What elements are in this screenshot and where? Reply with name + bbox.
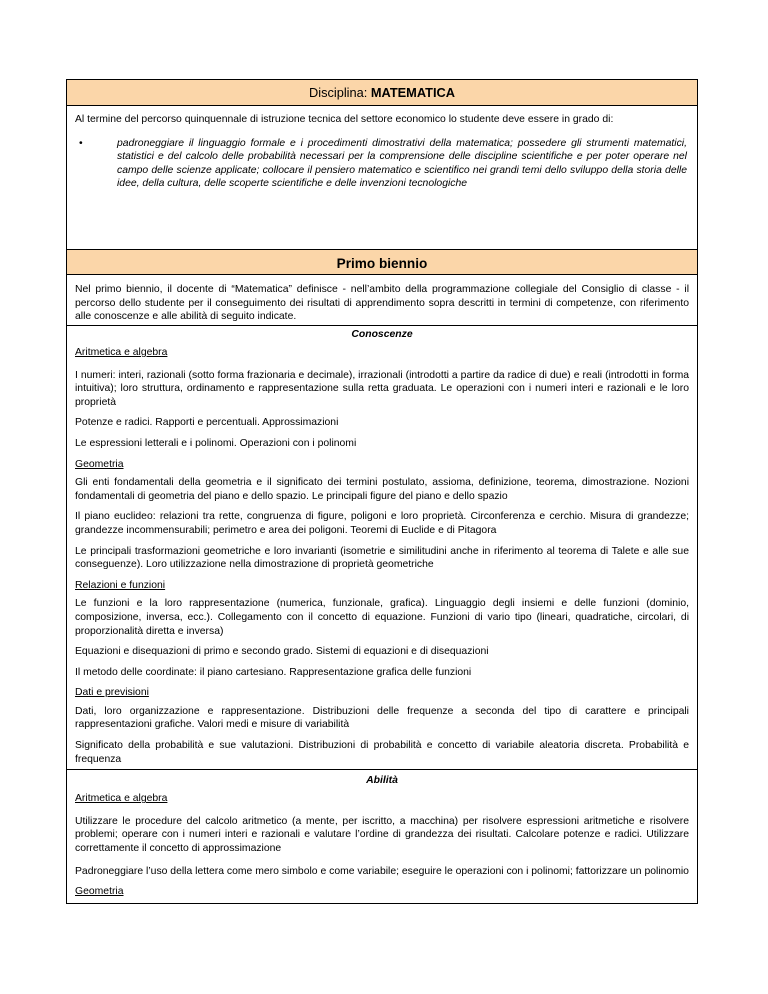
intro-bullet [75, 137, 689, 191]
conoscenze-paragraph: Il metodo delle coordinate: il piano cartesiano. Rappresentazione grafica delle funzioni [75, 666, 472, 678]
bullet-icon: • [79, 137, 83, 149]
conoscenze-geometria-title: Geometria [75, 458, 124, 470]
abilita-paragraph: Utilizzare le procedure del calcolo aritmetico (a mente, per iscritto, a macchina) per risolvere espressioni aritmetiche e risolvere problemi; operare con i numeri interi e razionali e valutare l’ordine di grandezza dei risultati. Calcolare potenze e radici. Utilizzare correttamente il concetto di approssimazione [75, 815, 689, 855]
conoscenze-paragraph: Significato della probabilità e sue valutazioni. Distribuzioni di probabilità e concetto di variabile aleatoria discreta. Probabilità e frequenza [75, 740, 689, 765]
biennio-text: Nel primo biennio, il docente di “Matematica” definisce - nell’ambito della programmazione collegiale del Consiglio di classe - il percorso dello studente per il conseguimento dei risultati di apprendimento sopra descritti in termini di competenze, con riferimento alle conoscenze e alle abilità di seguito indicate. [67, 275, 697, 326]
conoscenze-aritmetica-title: Aritmetica e algebra [75, 347, 168, 358]
divider [67, 769, 697, 770]
intro-cell [67, 106, 697, 249]
conoscenze-paragraph: Equazioni e disequazioni di primo e secondo grado. Sistemi di equazioni e di disequazioni [75, 646, 489, 658]
discipline-name: MATEMATICA [370, 85, 455, 100]
conoscenze-paragraph: I numeri: interi, razionali (sotto forma frazionaria e decimale), irrazionali (introdotti a partire da radice di due) e reali (introdotti in forma intuitiva); loro struttura, ordinamento e rappresentazione sulla retta graduata. Le operazioni con i numeri interi e razionali e le loro proprietà [75, 369, 689, 408]
conoscenze-paragraph: Le espressioni letterali e i polinomi. Operazioni con i polinomi [75, 437, 357, 449]
conoscenze-paragraph: Le principali trasformazioni geometriche e loro invarianti (isometrie e similitudini anche in riferimento al teorema di Talete e alle sue conseguenze). Loro utilizzazione nella dimostrazione di proprietà geometriche [75, 545, 689, 571]
conoscenze-paragraph: Le funzioni e la loro rappresentazione (numerica, funzionale, grafica). Linguaggio degli insiemi e delle funzioni (dominio, composizione, inversa, ecc.). Collegamento con il concetto di equazione. Funzioni di vario tipo (lineari, quadratiche, circolari, di proporzionalità diretta e inversa) [75, 598, 689, 637]
discipline-header [67, 80, 697, 106]
conoscenze-paragraph: Potenze e radici. Rapporti e percentuali. Approssimazioni [75, 417, 339, 429]
conoscenze-section [67, 326, 697, 772]
conoscenze-paragraph: Il piano euclideo: relazioni tra rette, congruenza di figure, poligoni e loro proprietà. Circonferenza e cerchio. Misura di grandezze; grandezze incommensurabili; perimetro e area dei poligoni. Teoremi di Euclide e di Pitagora [75, 511, 689, 536]
intro-bullet-text: padroneggiare il linguaggio formale e i procedimenti dimostrativi della matematica; possedere gli strumenti matematici, statistici e del calcolo delle probabilità necessari per la comprensione delle discipline scientifiche e per poter operare nel campo delle scienze applicate; collocare il pensiero matematico e scientifico nei grandi temi dello sviluppo della storia delle idee, della cultura, delle scoperte scientifiche e delle invenzioni tecnologiche [117, 137, 687, 190]
abilita-aritmetica-title: Aritmetica e algebra [75, 793, 168, 805]
conoscenze-paragraph: Dati, loro organizzazione e rappresentazione. Distribuzioni delle frequenze a seconda del tipo di carattere e principali rappresentazioni grafiche. Valori medi e misure di variabilità [75, 705, 689, 731]
intro-text: Al termine del percorso quinquennale di istruzione tecnica del settore economico lo studente deve essere in grado di: [75, 114, 614, 125]
discipline-prefix: Disciplina: [309, 85, 371, 100]
biennio-header: Primo biennio [67, 249, 697, 275]
conoscenze-paragraph: Gli enti fondamentali della geometria e il significato dei termini postulato, assioma, definizione, teorema, dimostrazione. Nozioni fondamentali di geometria del piano e dello spazio. Le principali figure del piano e dello spazio [75, 477, 689, 502]
conoscenze-relazioni-title: Relazioni e funzioni [75, 579, 166, 591]
document-table [66, 79, 698, 904]
abilita-geometria-title: Geometria [75, 886, 124, 898]
abilita-section [67, 772, 697, 899]
abilita-paragraph: Padroneggiare l’uso della lettera come mero simbolo e come variabile; eseguire le operazioni con i polinomi; fattorizzare un polinomio [75, 865, 689, 877]
abilita-heading: Abilità [366, 775, 398, 787]
conoscenze-dati-title: Dati e previsioni [75, 687, 149, 699]
conoscenze-heading: Conoscenze [351, 329, 413, 340]
